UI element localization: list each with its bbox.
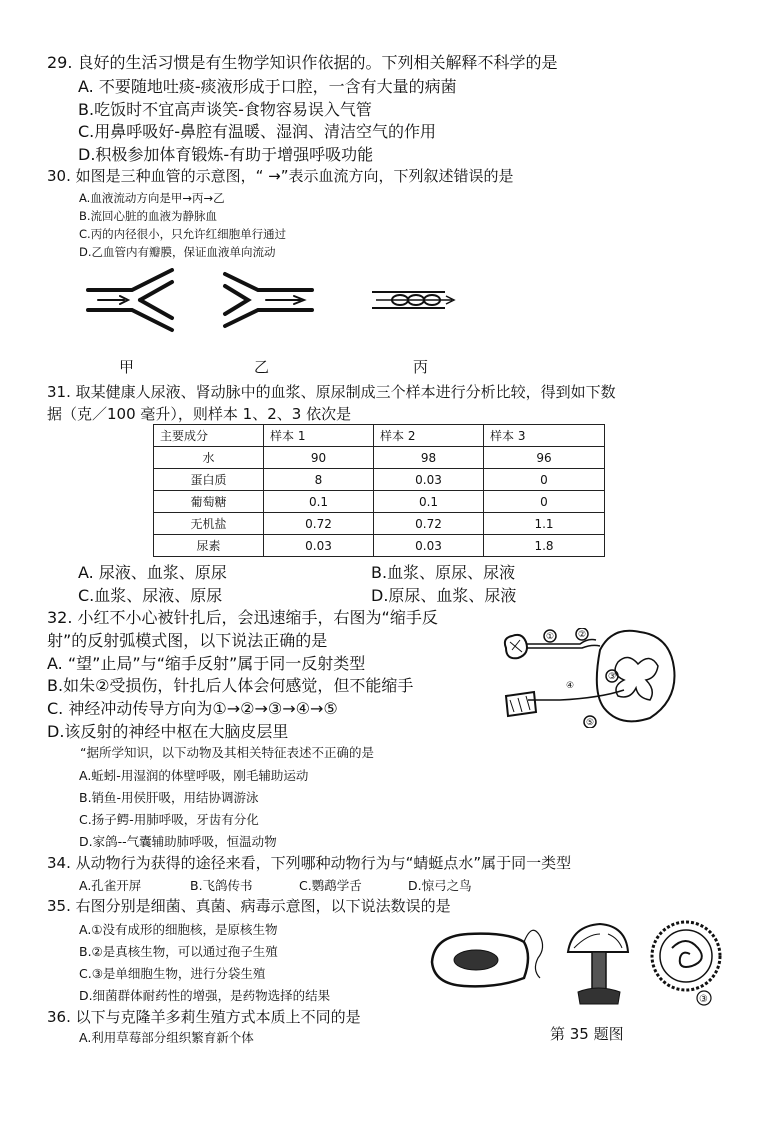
q31-option-a: A. 尿液、血浆、原尿 xyxy=(78,563,227,582)
q29-option-d: D.积极参加体育锻炼-有助于增强呼吸功能 xyxy=(78,145,374,164)
label-receptor-1: ① xyxy=(546,632,555,642)
q32-option-b: B.如朱②受损伤，针扎后人体会何感觉，但不能缩手 xyxy=(47,676,414,695)
label-virus-3: ③ xyxy=(699,994,708,1005)
q35-stem: 35. 右图分别是细菌、真菌、病毒示意图，以下说法数误的是 xyxy=(47,897,451,915)
q31-stem-line1: 31. 取某健康人尿液、肾动脉中的血浆、原尿制成三个样本进行分析比较，得到如下数 xyxy=(47,383,616,401)
table-cell: 0.03 xyxy=(374,535,484,557)
q33-stem: “据所学知识，以下动物及其相关特征表述不正确的是 xyxy=(80,745,374,760)
table-cell: 蛋白质 xyxy=(154,469,264,491)
q30-stem: 30. 如图是三种血管的示意图，“ →”表示血流方向，下列叙述错误的是 xyxy=(47,167,514,185)
table-cell: 1.1 xyxy=(484,513,605,535)
q36-option-a: A.利用草莓部分组织繁育新个体 xyxy=(79,1030,254,1045)
vessel-bing xyxy=(372,292,454,308)
table-row xyxy=(154,447,605,469)
table-cell: 0.72 xyxy=(374,513,484,535)
table-cell: 90 xyxy=(264,447,374,469)
q34-option-d: D.惊弓之鸟 xyxy=(408,878,472,893)
mushroom-figure xyxy=(568,924,628,1004)
sample-table xyxy=(153,424,605,557)
q34-stem: 34. 从动物行为获得的途径来看，下列哪种动物行为与“蜻蜓点水”属于同一类型 xyxy=(47,854,572,872)
table-row xyxy=(154,535,605,557)
label-efferent-4: ④ xyxy=(566,681,575,691)
q35-option-b: B.②是真核生物，可以通过孢子生殖 xyxy=(79,944,278,959)
table-header: 样本 1 xyxy=(264,425,374,447)
table-cell: 96 xyxy=(484,447,605,469)
q36-stem: 36. 以下与克隆羊多莉生殖方式本质上不同的是 xyxy=(47,1008,361,1026)
q29-stem: 29. 良好的生活习惯是有生物学知识作依据的。下列相关解释不科学的是 xyxy=(47,53,558,72)
table-cell: 0.1 xyxy=(374,491,484,513)
table-cell: 1.8 xyxy=(484,535,605,557)
q35-option-a: A.①没有成形的细胞核，是原核生物 xyxy=(79,922,278,937)
vessel-jia xyxy=(88,270,172,330)
label-afferent-2: ② xyxy=(578,630,587,640)
q32-stem-line2: 射”的反射弧模式图，以下说法正确的是 xyxy=(47,631,328,650)
table-cell: 0.1 xyxy=(264,491,374,513)
q30-option-b: B.流回心脏的血液为静脉血 xyxy=(79,209,218,223)
table-header: 样本 2 xyxy=(374,425,484,447)
table-cell: 葡萄糖 xyxy=(154,491,264,513)
q29-option-b: B.吃饭时不宜高声谈笑-食物容易误入气管 xyxy=(78,100,372,119)
q30-option-a: A.血液流动方向是甲→丙→乙 xyxy=(79,191,225,205)
label-effector-5: ⑤ xyxy=(586,718,595,728)
q31-option-d: D.原尿、血浆、尿液 xyxy=(371,586,517,605)
q29-option-a: A. 不要随地吐痰-痰液形成于口腔，一含有大量的病菌 xyxy=(78,77,457,96)
table-cell: 0.03 xyxy=(374,469,484,491)
q35-figure-caption: 第 35 题图 xyxy=(550,1025,624,1043)
table-header: 样本 3 xyxy=(484,425,605,447)
q32-option-d: D.该反射的神经中枢在大脑皮层里 xyxy=(47,722,289,741)
label-center-3: ③ xyxy=(608,672,617,682)
q30-option-d: D.乙血管内有瓣膜，保证血液单向流动 xyxy=(79,245,276,259)
q34-option-a: A.孔雀开屏 xyxy=(79,878,142,893)
q33-option-a: A.蚯蚓-用湿润的体壁呼吸，刚毛辅助运动 xyxy=(79,768,309,783)
table-header-row xyxy=(154,425,605,447)
q30-option-c: C.丙的内径很小，只允许红细胞单行通过 xyxy=(79,227,287,241)
table-cell: 8 xyxy=(264,469,374,491)
q33-option-d: D.家鸽--气囊辅助肺呼吸，恒温动物 xyxy=(79,834,277,849)
table-cell: 0 xyxy=(484,469,605,491)
q33-option-b: B.销鱼-用侯肝吸，用结协调游泳 xyxy=(79,790,259,805)
q31-stem-line2: 据（克／100 毫升），则样本 1、2、3 依次是 xyxy=(47,405,352,423)
table-row xyxy=(154,491,605,513)
q33-option-c: C.扬子鳄-用肺呼吸，牙齿有分化 xyxy=(79,812,259,827)
q31-option-b: B.血浆、原尿、尿液 xyxy=(371,563,516,582)
q34-option-b: B.飞鸽传书 xyxy=(190,878,253,893)
q32-option-c: C. 神经冲动传导方向为①→②→③→④→⑤ xyxy=(47,699,338,718)
table-cell: 水 xyxy=(154,447,264,469)
q35-option-c: C.③是单细胞生物，进行分袋生殖 xyxy=(79,966,266,981)
label-bing: 丙 xyxy=(413,358,429,376)
virus-figure xyxy=(652,922,720,1005)
table-cell: 0.72 xyxy=(264,513,374,535)
table-row xyxy=(154,469,605,491)
reflex-arc-diagram xyxy=(500,628,690,728)
q34-option-c: C.鹦鹉学舌 xyxy=(299,878,362,893)
table-cell: 0.03 xyxy=(264,535,374,557)
q31-option-c: C.血浆、尿液、原尿 xyxy=(78,586,223,605)
bacterium-figure xyxy=(432,930,543,986)
table-cell: 98 xyxy=(374,447,484,469)
q29-option-c: C.用鼻呼吸好-鼻腔有温暖、湿润、清洁空气的作用 xyxy=(78,122,437,141)
table-cell: 0 xyxy=(484,491,605,513)
q35-option-d: D.细菌群体耐药性的增强，是药物选择的结果 xyxy=(79,988,331,1003)
table-cell: 尿素 xyxy=(154,535,264,557)
q32-option-a: A. “望”止局”与“缩手反射”属于同一反射类型 xyxy=(47,654,366,673)
table-header: 主要成分 xyxy=(154,425,264,447)
microbe-diagram xyxy=(428,912,728,1012)
label-yi: 乙 xyxy=(254,358,270,376)
table-row xyxy=(154,513,605,535)
table-cell: 无机盐 xyxy=(154,513,264,535)
q32-stem-line1: 32. 小红不小心被针扎后，会迅速缩手，右图为“缩手反 xyxy=(47,608,438,627)
blood-vessel-diagram xyxy=(80,268,480,338)
label-jia: 甲 xyxy=(119,358,135,376)
vessel-yi xyxy=(225,274,312,326)
